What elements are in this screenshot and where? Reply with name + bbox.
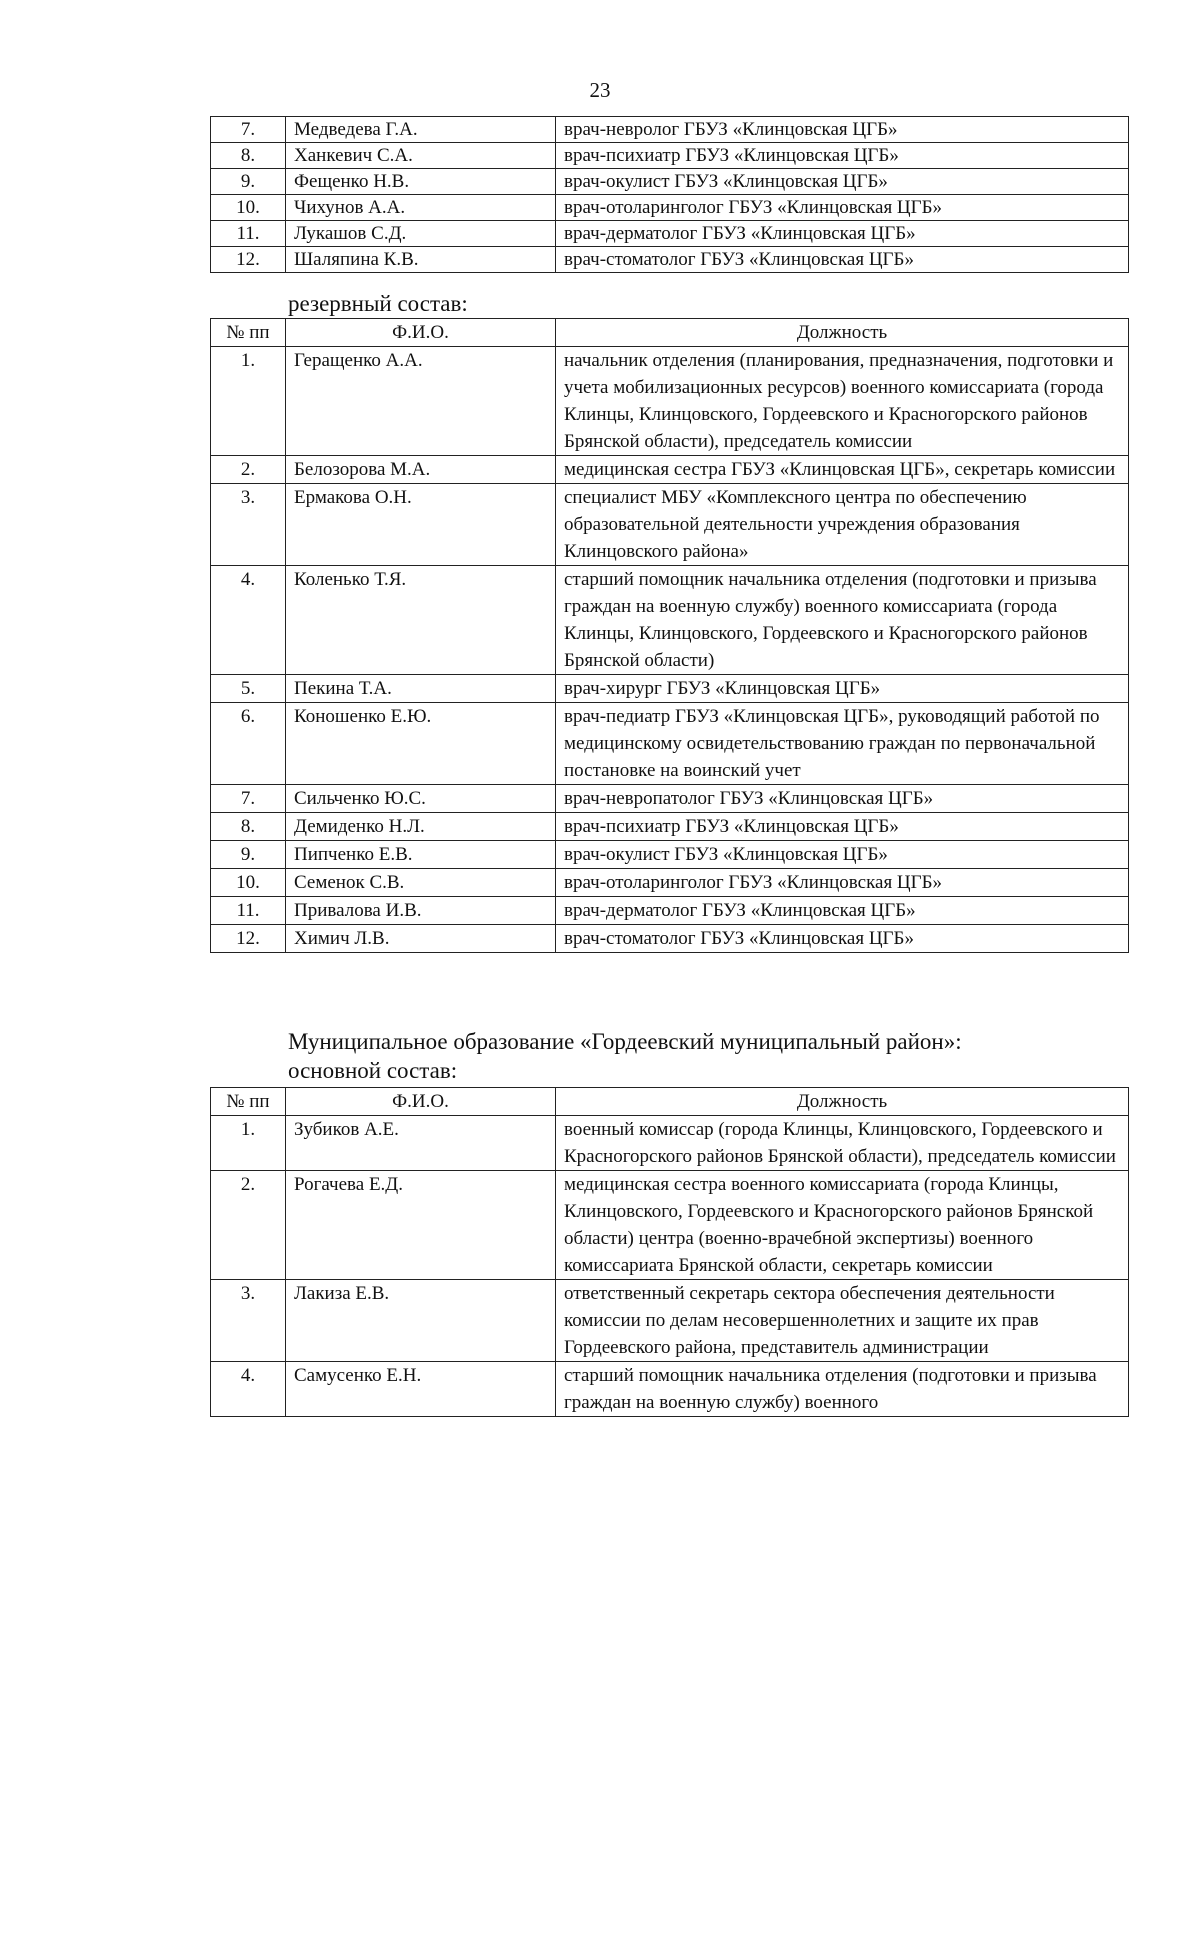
row-name: Ермакова О.Н. [286,484,556,566]
table-row [211,195,1129,221]
row-position: врач-невропатолог ГБУЗ «Клинцовская ЦГБ» [556,785,1129,813]
row-name: Пекина Т.А. [286,675,556,703]
table-header-row [211,319,1129,347]
row-number: 7. [211,785,286,813]
row-position: врач-отоларинголог ГБУЗ «Клинцовская ЦГБ» [556,869,1129,897]
main-composition-label: основной состав: [288,1058,458,1083]
row-name: Химич Л.В. [286,925,556,953]
row-name: Медведева Г.А. [286,117,556,143]
reserve-composition-label: резервный состав: [288,291,468,316]
row-number: 3. [211,1280,286,1362]
row-name: Лукашов С.Д. [286,221,556,247]
reserve-composition-table [210,318,1129,953]
table-row [211,1116,1129,1171]
table-row [211,169,1129,195]
table-row [211,347,1129,456]
row-name: Чихунов А.А. [286,195,556,221]
row-name: Сильченко Ю.С. [286,785,556,813]
row-number: 2. [211,1171,286,1280]
row-position: врач-стоматолог ГБУЗ «Клинцовская ЦГБ» [556,247,1129,273]
header-num: № пп [211,1088,286,1116]
row-position: врач-педиатр ГБУЗ «Клинцовская ЦГБ», руководящий работой по медицинскому освидетельствованию граждан по первоначальной постановке на воинский учет [556,703,1129,785]
row-number: 4. [211,1362,286,1417]
row-number: 11. [211,897,286,925]
row-number: 4. [211,566,286,675]
row-number: 9. [211,841,286,869]
main-composition-table-continued [210,116,1129,273]
row-position: старший помощник начальника отделения (подготовки и призыва граждан на военную службу) военного [556,1362,1129,1417]
row-position: ответственный секретарь сектора обеспечения деятельности комиссии по делам несовершеннолетних и защите их прав Гордеевского района, представитель администрации [556,1280,1129,1362]
table-row [211,703,1129,785]
row-position: врач-стоматолог ГБУЗ «Клинцовская ЦГБ» [556,925,1129,953]
header-name: Ф.И.О. [286,1088,556,1116]
row-position: врач-дерматолог ГБУЗ «Клинцовская ЦГБ» [556,897,1129,925]
row-number: 2. [211,456,286,484]
row-number: 10. [211,195,286,221]
row-name: Пипченко Е.В. [286,841,556,869]
row-name: Семенок С.В. [286,869,556,897]
row-number: 12. [211,925,286,953]
row-name: Белозорова М.А. [286,456,556,484]
row-name: Шаляпина К.В. [286,247,556,273]
row-position: военный комиссар (города Клинцы, Клинцовского, Гордеевского и Красногорского районов Брянской области), председатель комиссии [556,1116,1129,1171]
row-name: Коленько Т.Я. [286,566,556,675]
row-position: врач-окулист ГБУЗ «Клинцовская ЦГБ» [556,841,1129,869]
table-row [211,841,1129,869]
row-position: врач-окулист ГБУЗ «Клинцовская ЦГБ» [556,169,1129,195]
table-row [211,484,1129,566]
gordeevsky-main-composition-table [210,1087,1129,1417]
row-number: 9. [211,169,286,195]
row-position: врач-психиатр ГБУЗ «Клинцовская ЦГБ» [556,143,1129,169]
table-row [211,1171,1129,1280]
table-row [211,813,1129,841]
row-name: Фещенко Н.В. [286,169,556,195]
table-row [211,566,1129,675]
table-row [211,1280,1129,1362]
table-row [211,143,1129,169]
row-position: врач-хирург ГБУЗ «Клинцовская ЦГБ» [556,675,1129,703]
row-number: 1. [211,1116,286,1171]
row-name: Ханкевич С.А. [286,143,556,169]
row-position: врач-дерматолог ГБУЗ «Клинцовская ЦГБ» [556,221,1129,247]
row-number: 6. [211,703,286,785]
table-header-row [211,1088,1129,1116]
row-name: Лакиза Е.В. [286,1280,556,1362]
table-row [211,1362,1129,1417]
table-row [211,247,1129,273]
row-number: 12. [211,247,286,273]
row-position: начальник отделения (планирования, предназначения, подготовки и учета мобилизационных ресурсов) военного комиссариата (города Клинцы, Клинцовского, Гордеевского и Красногорского районов Брянской области), председатель комиссии [556,347,1129,456]
table-row [211,897,1129,925]
table-row [211,456,1129,484]
row-number: 11. [211,221,286,247]
row-number: 3. [211,484,286,566]
row-position: врач-психиатр ГБУЗ «Клинцовская ЦГБ» [556,813,1129,841]
row-number: 1. [211,347,286,456]
table-row [211,925,1129,953]
row-name: Геращенко А.А. [286,347,556,456]
row-number: 8. [211,813,286,841]
table-row [211,221,1129,247]
table-row [211,869,1129,897]
row-position: медицинская сестра ГБУЗ «Клинцовская ЦГБ», секретарь комиссии [556,456,1129,484]
row-number: 8. [211,143,286,169]
row-number: 7. [211,117,286,143]
row-position: врач-невролог ГБУЗ «Клинцовская ЦГБ» [556,117,1129,143]
header-position: Должность [556,1088,1129,1116]
table-row [211,675,1129,703]
header-num: № пп [211,319,286,347]
header-name: Ф.И.О. [286,319,556,347]
row-name: Зубиков А.Е. [286,1116,556,1171]
table-row [211,117,1129,143]
row-position: медицинская сестра военного комиссариата (города Клинцы, Клинцовского, Гордеевского и Красногорского районов Брянской области) центра (военно-врачебной экспертизы) военного комиссариата Брянской области, секретарь комиссии [556,1171,1129,1280]
row-number: 10. [211,869,286,897]
row-name: Самусенко Е.Н. [286,1362,556,1417]
row-position: врач-отоларинголог ГБУЗ «Клинцовская ЦГБ» [556,195,1129,221]
row-position: специалист МБУ «Комплексного центра по обеспечению образовательной деятельности учреждения образования Клинцовского района» [556,484,1129,566]
page-number: 23 [589,78,611,102]
municipality-heading: Муниципальное образование «Гордеевский муниципальный район»: [288,1029,962,1054]
table-row [211,785,1129,813]
row-number: 5. [211,675,286,703]
header-position: Должность [556,319,1129,347]
row-position: старший помощник начальника отделения (подготовки и призыва граждан на военную службу) военного комиссариата (города Клинцы, Клинцовского, Гордеевского и Красногорского районов Брянской области) [556,566,1129,675]
row-name: Рогачева Е.Д. [286,1171,556,1280]
row-name: Привалова И.В. [286,897,556,925]
row-name: Демиденко Н.Л. [286,813,556,841]
row-name: Коношенко Е.Ю. [286,703,556,785]
